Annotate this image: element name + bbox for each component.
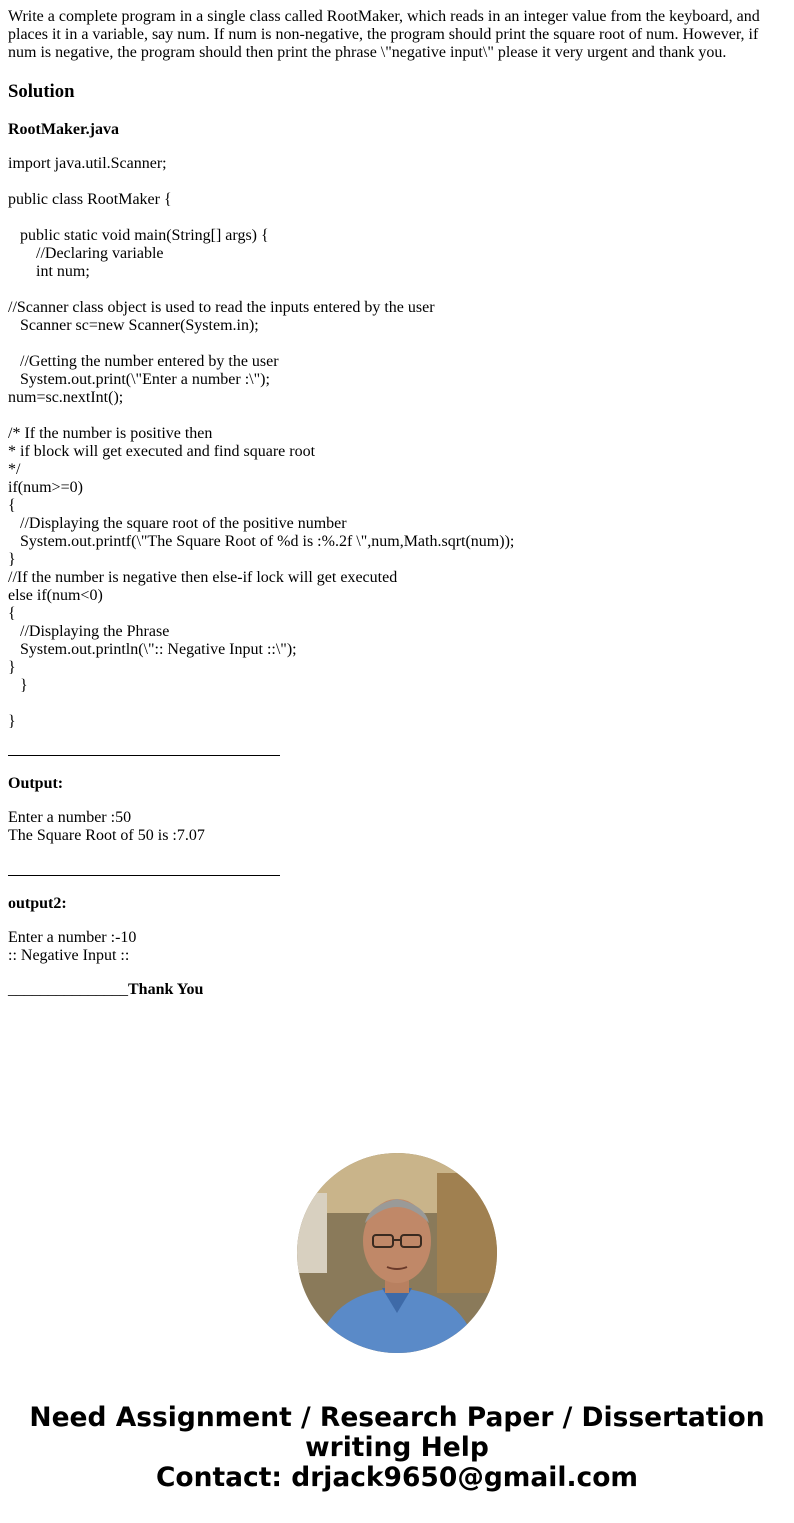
code-line: {: [8, 605, 16, 622]
document: [8, 8, 778, 998]
code-block: [8, 155, 514, 731]
code-line: //Scanner class object is used to read the inputs entered by the user: [8, 299, 435, 316]
code-line: //Getting the number entered by the user: [8, 353, 279, 370]
code-line: }: [8, 551, 16, 568]
code-line: //Declaring variable: [8, 245, 164, 262]
code-line: [8, 281, 514, 299]
divider: [8, 755, 280, 756]
author-photo-image: [297, 1153, 497, 1353]
output1-label: Output:: [8, 775, 64, 792]
code-line: * if block will get executed and find square root: [8, 443, 316, 460]
thanks-text: Thank You: [128, 981, 204, 998]
banner-line: writing Help: [305, 1432, 489, 1463]
code-line: else if(num<0): [8, 587, 103, 604]
output-line: Enter a number :50: [8, 809, 132, 826]
output1-text: [8, 809, 205, 845]
code-line: import java.util.Scanner;: [8, 155, 167, 172]
solution-heading: Solution: [8, 81, 75, 102]
code-line: /* If the number is positive then: [8, 425, 213, 442]
code-line: {: [8, 497, 16, 514]
output-line: The Square Root of 50 is :7.07: [8, 827, 205, 844]
code-line: [8, 209, 514, 227]
file-name: RootMaker.java: [8, 121, 119, 138]
output-line: :: Negative Input ::: [8, 947, 130, 964]
output2-text: [8, 929, 136, 965]
code-line: [8, 173, 514, 191]
code-line: //Displaying the Phrase: [8, 623, 170, 640]
code-line: [8, 335, 514, 353]
code-line: //Displaying the square root of the positive number: [8, 515, 347, 532]
divider: [8, 875, 280, 876]
code-line: public class RootMaker {: [8, 191, 172, 208]
code-line: int num;: [8, 263, 90, 280]
code-line: System.out.println(\":: Negative Input ::\");: [8, 641, 297, 658]
contact-line: Contact: drjack9650@gmail.com: [155, 1462, 639, 1493]
code-line: if(num>=0): [8, 479, 83, 496]
code-line: Scanner sc=new Scanner(System.in);: [8, 317, 259, 334]
banner-line: Need Assignment / Research Paper / Dissertation: [29, 1402, 765, 1433]
code-line: [8, 407, 514, 425]
code-line: System.out.printf(\"The Square Root of %d is :%.2f \",num,Math.sqrt(num));: [8, 533, 515, 550]
code-line: //If the number is negative then else-if lock will get executed: [8, 569, 398, 586]
code-line: }: [8, 677, 28, 694]
author-photo: [297, 1153, 497, 1353]
code-line: public static void main(String[] args) {: [8, 227, 269, 244]
code-line: }: [8, 713, 16, 730]
code-line: System.out.print(\"Enter a number :\");: [8, 371, 270, 388]
promo-banner: [0, 1403, 794, 1493]
code-line: [8, 695, 514, 713]
code-line: }: [8, 659, 16, 676]
thanks-line: [8, 981, 203, 999]
output2-label: output2:: [8, 895, 67, 912]
question-text: Write a complete program in a single class called RootMaker, which reads in an integer value from the keyboard, and places it in a variable, say num. If num is non-negative, the program should print the square root of num. However, if num is negative, the program should then print the phrase \"negative input\" please it very urgent and thank you.: [8, 8, 760, 61]
output-line: Enter a number :-10: [8, 929, 137, 946]
thanks-underline: _______________: [8, 981, 128, 998]
code-line: num=sc.nextInt();: [8, 389, 124, 406]
code-line: */: [8, 461, 21, 478]
